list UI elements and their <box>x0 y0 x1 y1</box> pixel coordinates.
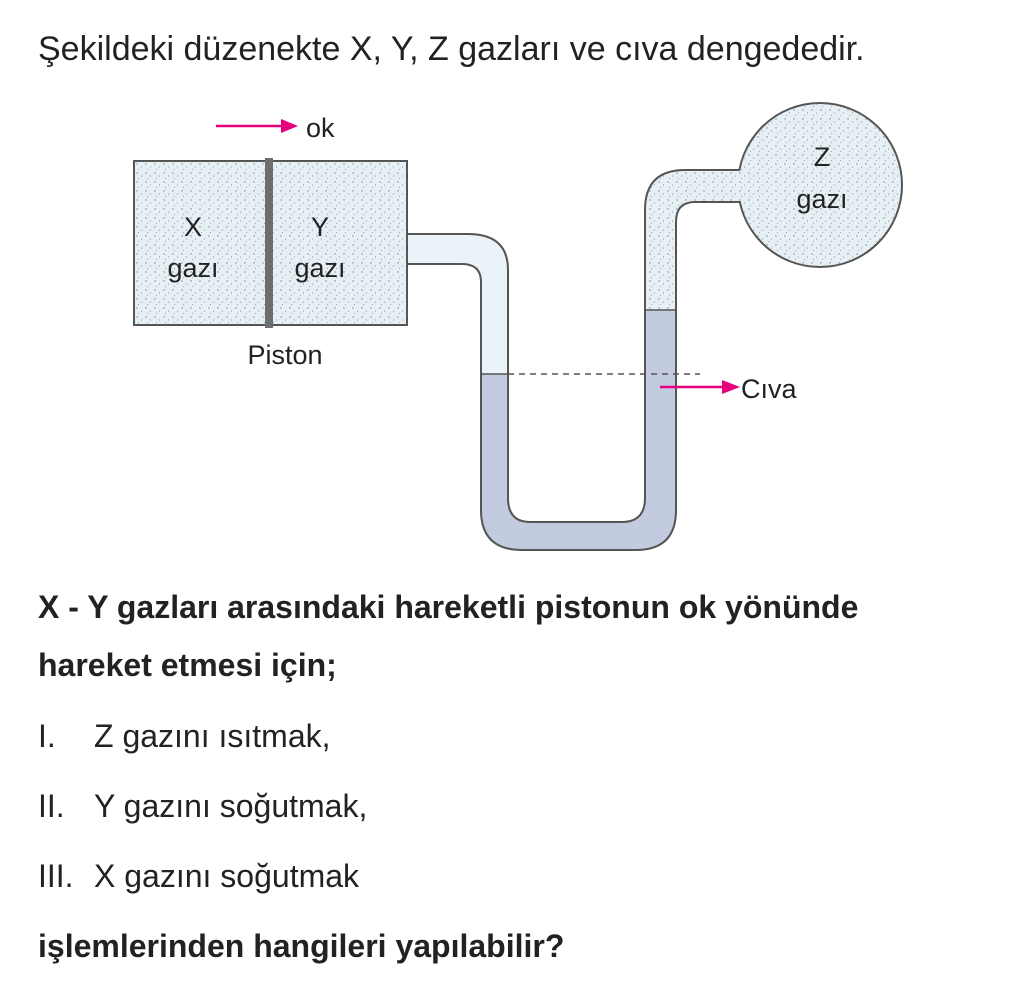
intro-text: Şekildeki düzenekte X, Y, Z gazları ve cıva dengededir. <box>38 30 865 68</box>
gas-z-name: Z <box>813 142 831 172</box>
piston-label: Piston <box>247 340 323 370</box>
option-2 <box>38 788 367 825</box>
gas-y-name: Y <box>310 212 330 242</box>
gas-z-word: gazı <box>796 184 848 214</box>
arrow-label: ok <box>306 113 335 143</box>
gas-x-name: X <box>183 212 203 242</box>
mercury-label: Cıva <box>741 374 797 404</box>
piston <box>265 158 273 328</box>
question-line-2: hareket etmesi için; <box>38 647 337 683</box>
direction-arrow-head <box>281 119 298 133</box>
option-1-text: Z gazını ısıtmak, <box>94 718 331 754</box>
option-1-number: I. <box>38 718 56 754</box>
closing-question: işlemlerinden hangileri yapılabilir? <box>38 928 565 964</box>
option-3-number: III. <box>38 858 74 894</box>
option-2-text: Y gazını soğutmak, <box>94 788 368 824</box>
option-1 <box>38 718 331 755</box>
option-3-text: X gazını soğutmak <box>94 858 360 894</box>
u-tube <box>407 170 742 550</box>
gas-y-word: gazı <box>294 253 346 283</box>
question-text <box>38 578 858 694</box>
question-line-1: X - Y gazları arasındaki hareketli pistonun ok yönünde <box>38 589 859 625</box>
option-3 <box>38 858 359 895</box>
mercury-pointer-head <box>722 380 740 394</box>
gas-x-word: gazı <box>167 253 219 283</box>
option-2-number: II. <box>38 788 65 824</box>
